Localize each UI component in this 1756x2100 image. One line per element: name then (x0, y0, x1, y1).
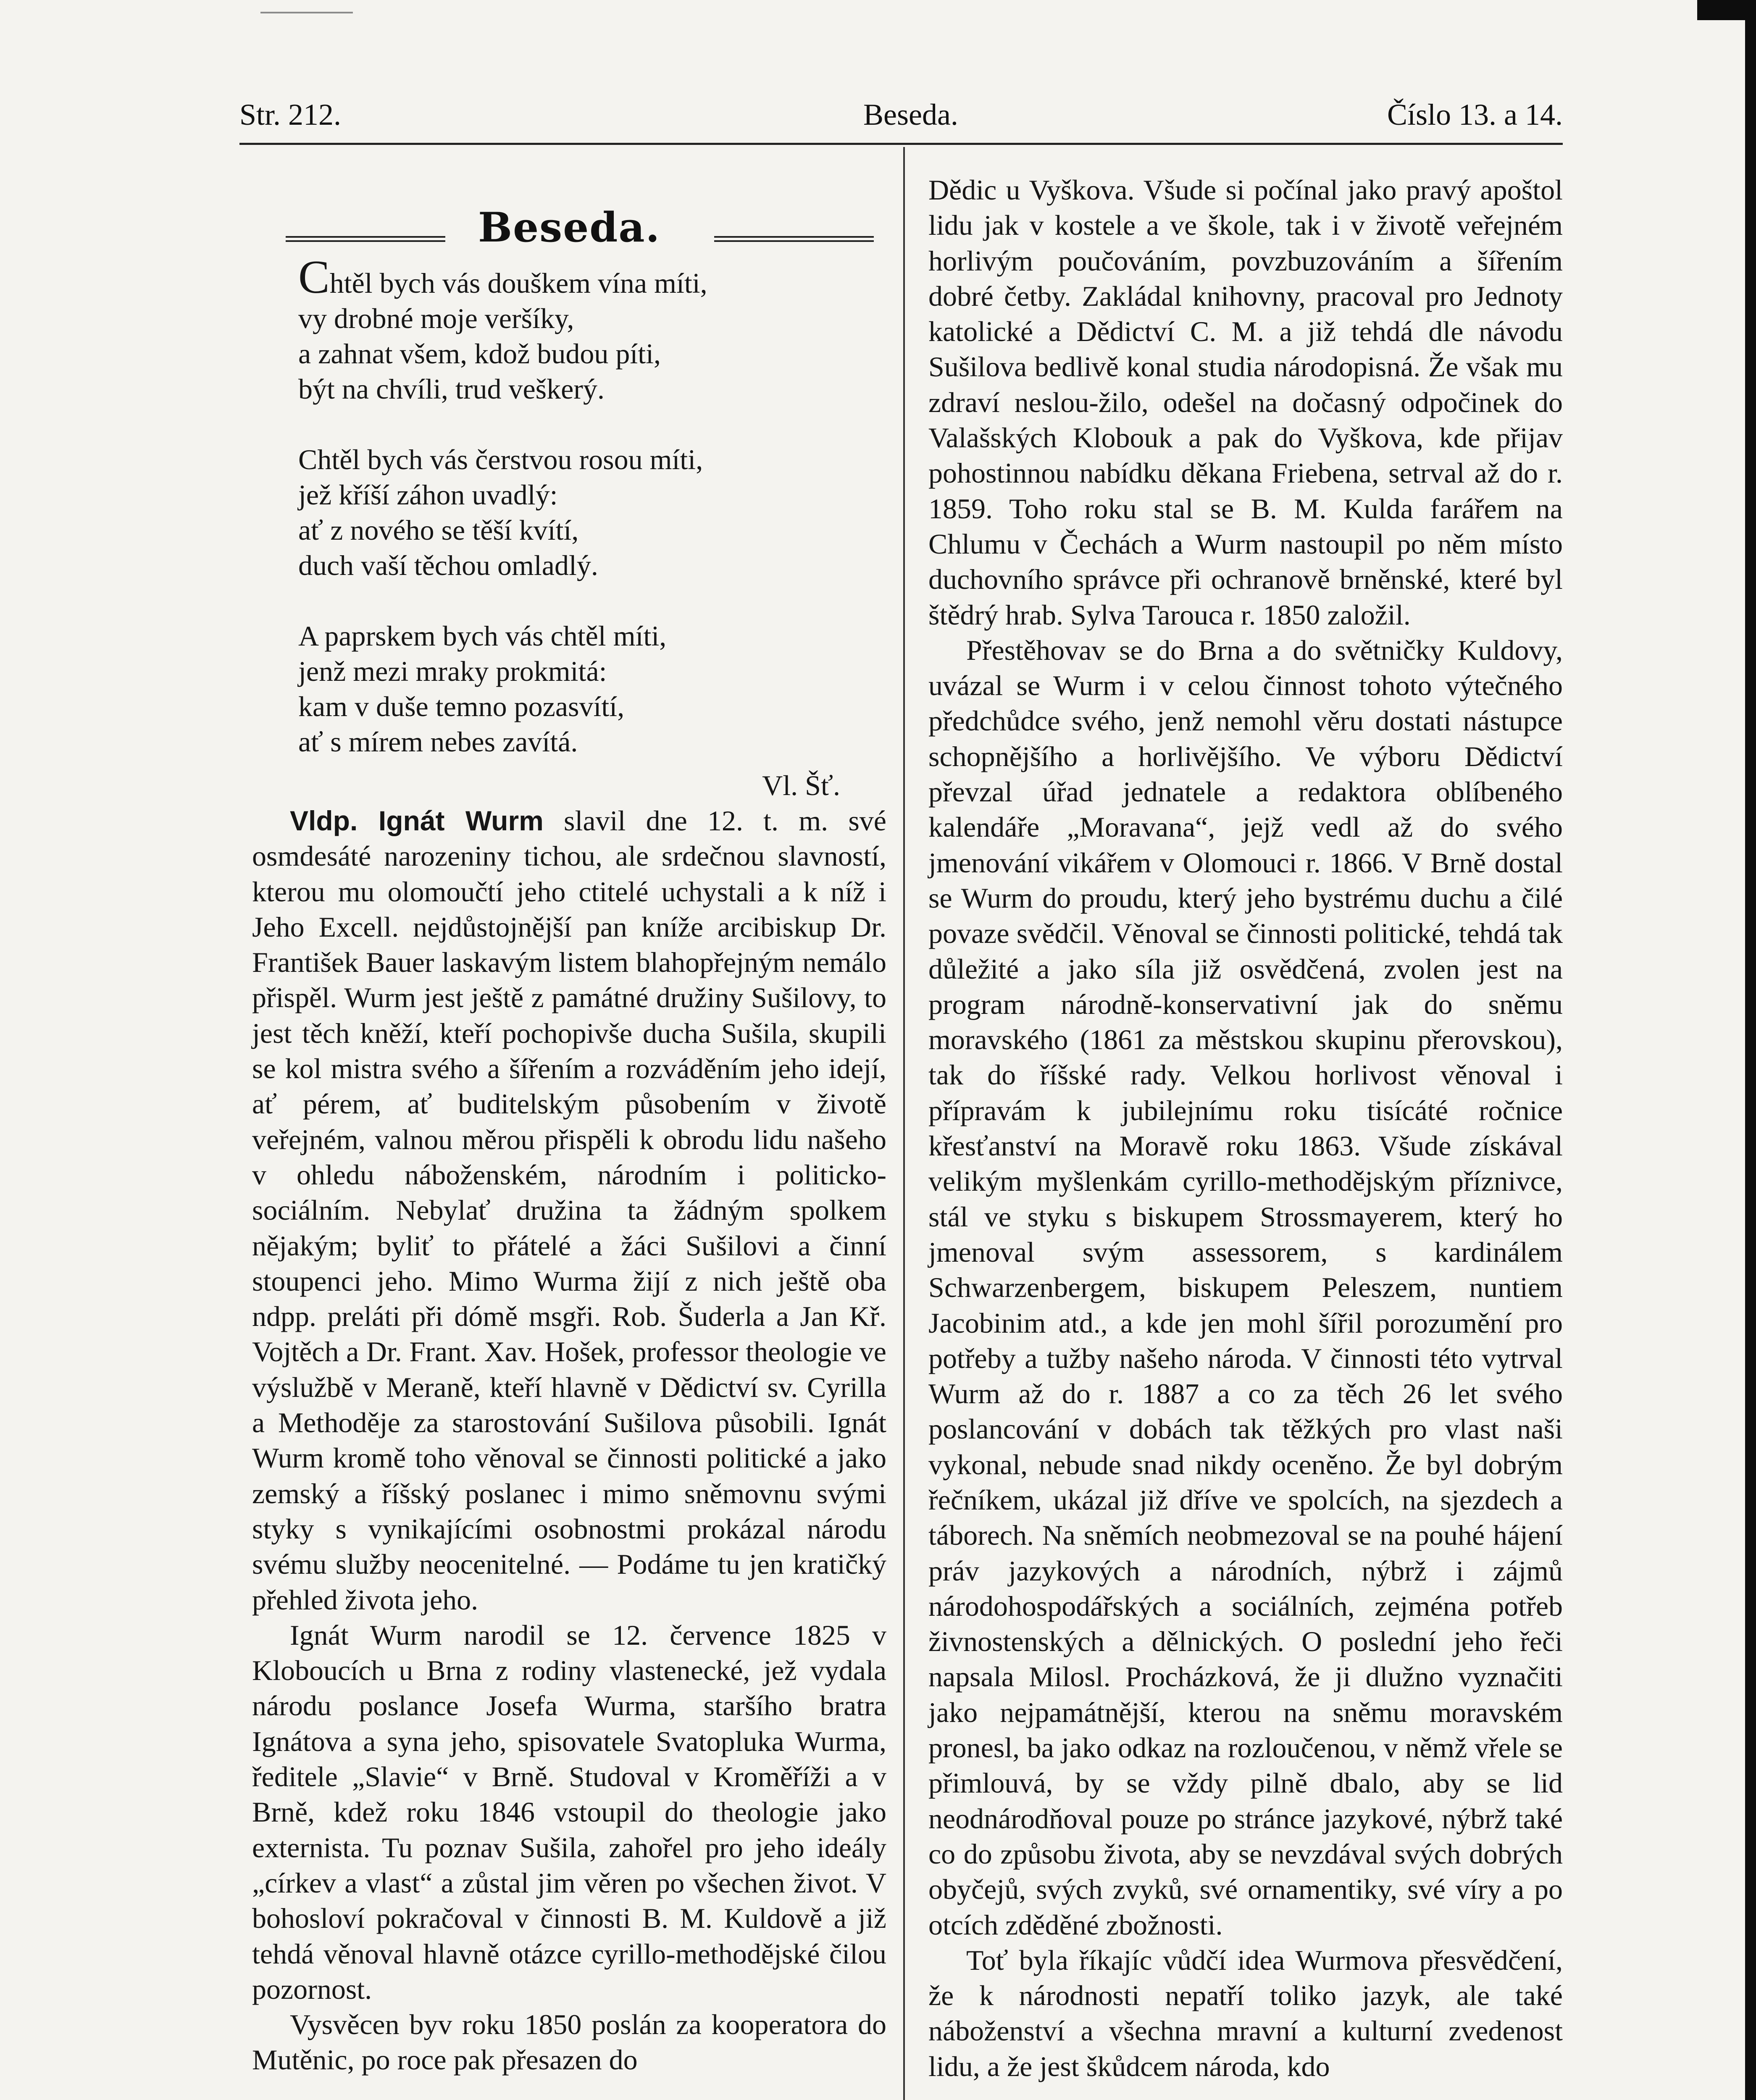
poem-line: vy drobné moje veršíky, (298, 302, 574, 334)
poem-stanza-3 (298, 618, 886, 759)
poem-line: A paprskem bych vás chtěl míti, (298, 620, 667, 652)
poem-stanza-1 (298, 251, 886, 407)
article-paragraph-6: Toť byla říkajíc vůdčí idea Wurmova přesvědčení, že k národnosti nepatří toliko jazyk, ale také náboženství a všechna mravní a kulturní zvedenost lidu, a že jest škůdcem národa, kdo (928, 1944, 1563, 2082)
article-lead: Vldp. Ignát Wurm (290, 805, 544, 836)
poem-signature: Vl. Šť. (762, 769, 840, 801)
scan-mark (260, 12, 353, 13)
poem-line: jež kříší záhon uvadlý: (298, 479, 558, 511)
poem-line: ať s mírem nebes zavítá. (298, 726, 578, 758)
poem-line: a zahnat všem, kdož budou píti, (298, 338, 661, 370)
poem-line: být na chvíli, trud veškerý. (298, 373, 605, 405)
article-paragraph-1: Vldp. Ignát Wurm slavil dne 12. t. m. své osmdesáté narozeniny tichou, ale srdečnou slavností, kterou mu olomoučtí jeho ctitelé uchystali a k níž i Jeho Excell. nejdůstojnější pan kníže arcibiskup Dr. František Bauer laskavým listem blahopřejným nemálo přispěl. Wurm jest ještě z památné družiny Sušilovy, to jest těch kněží, kteří pochopivše ducha Sušila, skupili se kol mistra svého a šířením a rozváděním jeho idejí, ať pérem, ať buditelským působením v životě veřejném, valnou měrou přispěli k obrodu lidu našeho v ohledu náboženském, národním i politicko-sociálním. Nebylať družina ta žádným spolkem nějakým; byliť to přátelé a žáci Sušilovi a činní stoupenci jeho. Mimo Wurma žijí z nich ještě oba ndpp. preláti při dómě msgři. Rob. Šuderla a Jan Kř. Vojtěch a Dr. Frant. Xav. Hošek, professor theologie ve výslužbě v Meraně, kteří hlavně v Dědictví sv. Cyrilla a Methoděje za starostování Sušilova působili. Ignát Wurm kromě toho věnoval se činnosti politické a jako zemský a říšský poslanec i mimo sněmovnu svými styky s vynikajícími osobnostmi prokázal národu svému služby neocenitelné. — Podáme tu jen kratičký přehled života jeho. (252, 805, 886, 1616)
article-paragraph-3: Vysvěcen byv roku 1850 poslán za kooperatora do Mutěnic, po roce pak přesazen do (252, 2008, 886, 2076)
scan-border-right (1745, 0, 1756, 2100)
page-number: Str. 212. (239, 98, 342, 131)
poem-stanza-2 (298, 442, 886, 583)
poem-line: ať z nového se těší kvítí, (298, 514, 579, 546)
poem-line: Chtěl bych vás čerstvou rosou míti, (298, 444, 703, 475)
article-paragraph-2: Ignát Wurm narodil se 12. července 1825 v Kloboucích u Brna z rodiny vlastenecké, jež vydala národu poslance Josefa Wurma, staršího bratra Ignátova a syna jeho, spisovatele Svatopluka Wurma, ředitele „Slavie“ v Brně. Studoval v Kroměříži a v Brně, kdež roku 1846 vstoupil do theologie jako externista. Tu poznav Sušila, zahořel pro jeho ideály „církev a vlast“ a zůstal jim věren po všechen život. V bohosloví pokračoval v činnosti B. M. Kuldově a již tehdá věnoval hlavně otázce cyrillo-methodějské čilou pozornost. (252, 1619, 886, 2005)
issue-number: Číslo 13. a 14. (1387, 98, 1563, 131)
poem-line: kam v duše temno pozasvítí, (298, 690, 625, 722)
left-column (252, 172, 886, 2078)
section-title: Beseda. (478, 204, 661, 251)
poem-line: duch vaší těchou omladlý. (298, 549, 598, 581)
article-paragraph-5: Přestěhovav se do Brna a do světničky Kuldovy, uvázal se Wurm i v celou činnost tohoto výtečného předchůdce svého, jenž nemohl věru dostati nástupce schopnějšího a horlivějšího. Ve výboru Dědictví převzal úřad jednatele a redaktora oblíbeného kalendáře „Moravana“, jejž vedl až do svého jmenování vikářem v Olomouci r. 1866. V Brně dostal se Wurm do proudu, který jeho bystrému duchu a čilé povaze svědčil. Věnoval se činnosti politické, tehdá tak důležité a jako síla již osvědčená, zvolen jest na program národně-konservativní jak do sněmu moravského (1861 za městskou skupinu přerovskou), tak do říšské rady. Velkou horlivost věnoval i přípravám k jubilejnímu roku tisícáté ročnice křesťanství na Moravě roku 1863. Všude získával velikým myšlenkám cyrillo-methodějským příznivce, stál ve styku s biskupem Strossmayerem, který ho jmenoval svým assessorem, s kardinálem Schwarzenbergem, biskupem Peleszem, nuntiem Jacobinim atd., a kde jen mohl šířil porozumění pro potřeby a tužby našeho národa. V činnosti této vytrval Wurm až do r. 1887 a co za těch 26 let svého poslancování v dobách tak těžkých pro vlast naši vykonal, nebude snad nikdy oceněno. Že byl dobrým řečníkem, ukázal již dříve ve spolcích, na sjezdech a táborech. Na sněmích neobmezoval se na pouhé hájení práv jazykových a národních, nýbrž i zájmů národohospodářských a sociálních, zejména potřeb živnostenských a dělnických. O poslední jeho řeči napsala Milosl. Procházková, že ji dlužno vyznačiti jako nejpamátnější, kterou na sněmu moravském pronesl, ba jako odkaz na rozloučenou, v němž vřele se přimlouvá, by se vždy pilně dbalo, aby se lid neodnárodňoval pouze po stránce jazykové, nýbrž také co do způsobu života, aby se nevzdával svých dobrých obyčejů, svých zvyků, své ornamentiky, své víry a po otcích zděděné zbožnosti. (928, 634, 1563, 1941)
section-heading (252, 172, 886, 265)
poem (252, 251, 886, 759)
column-divider (903, 147, 905, 2100)
right-column (928, 172, 1563, 2084)
running-header (239, 97, 1563, 139)
article-paragraph-4: Dědic u Vyškova. Všude si počínal jako pravý apoštol lidu jak v kostele a ve škole, tak i v životě veřejném horlivým poučováním, povzbuzováním a šířením dobré četby. Zakládal knihovny, pracoval pro Jednoty katolické a Dědictví C. M. a již tehdá dle návodu Sušilova bedlivě konal studia národopisná. Že však mu zdraví neslou-žilo, odešel na dočasný odpočinek do Valašských Klobouk a pak do Vyškova, kde přijav pohostinnou nabídku děkana Friebena, setrval až do r. 1859. Toho roku stal se B. M. Kulda farářem na Chlumu v Čechách a Wurm nastoupil po něm místo duchovního správce při ochranově brněnské, které byl štědrý hrab. Sylva Tarouca r. 1850 založil. (928, 174, 1563, 631)
title-rule-right (714, 236, 874, 242)
poem-line: Chtěl bych vás douškem vína míti, (298, 251, 707, 303)
poem-line: jenž mezi mraky prokmitá: (298, 655, 607, 687)
header-rule (239, 143, 1563, 145)
drop-initial: C (298, 251, 330, 303)
journal-title: Beseda. (863, 98, 958, 131)
